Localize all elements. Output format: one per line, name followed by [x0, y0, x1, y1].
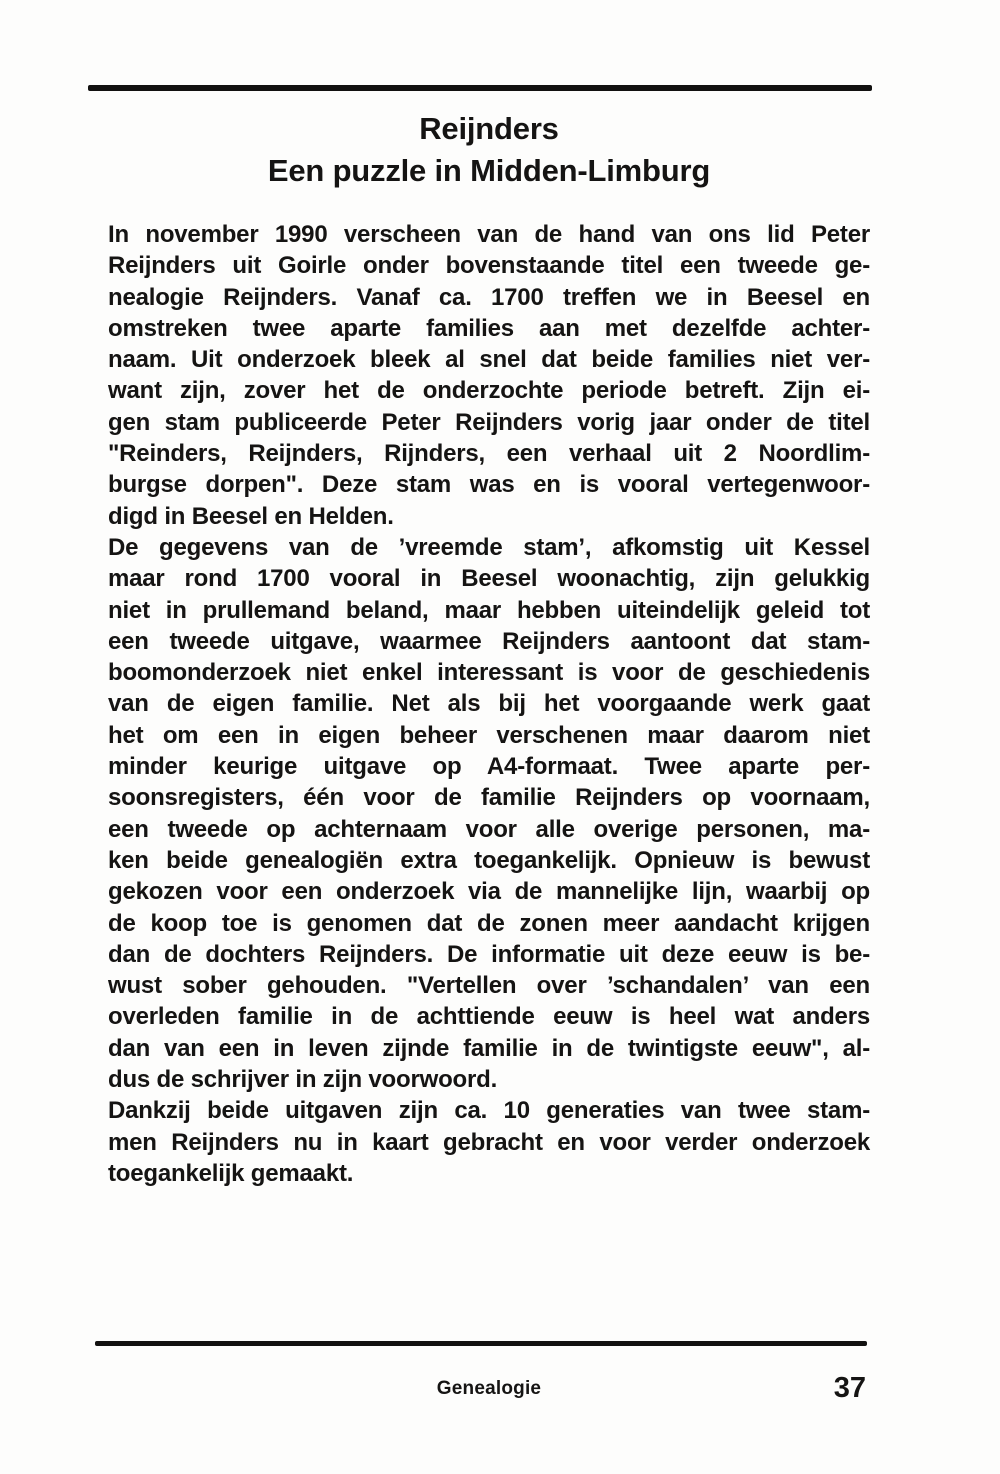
- text-line: nealogie Reijnders. Vanaf ca. 1700 treffen we in Beesel en: [108, 283, 870, 311]
- text-line: een tweede op achternaam voor alle overige personen, ma-: [108, 815, 870, 843]
- text-line: niet in prullemand beland, maar hebben uiteindelijk geleid tot: [108, 596, 870, 624]
- text-line: naam. Uit onderzoek bleek al snel dat beide families niet ver-: [108, 346, 870, 374]
- text-line: minder keurige uitgave op A4-formaat. Twee aparte per-: [108, 753, 870, 781]
- text-line: want zijn, zover het de onderzochte periode betreft. Zijn ei-: [108, 377, 870, 405]
- text-line: het om een in eigen beheer verschenen maar daarom niet: [108, 721, 870, 749]
- text-line: In november 1990 verscheen van de hand van ons lid Peter: [108, 221, 870, 248]
- text-line: toegankelijk gemaakt.: [108, 1159, 354, 1187]
- text-line: een tweede uitgave, waarmee Reijnders aantoont dat stam-: [108, 627, 870, 655]
- text-line: boomonderzoek niet enkel interessant is voor de geschiedenis: [108, 659, 870, 687]
- article-title-surname: Reijnders: [419, 111, 559, 146]
- text-line: overleden familie in de achttiende eeuw is heel wat anders: [108, 1003, 870, 1031]
- text-line: men Reijnders nu in kaart gebracht en voor verder onderzoek: [108, 1128, 870, 1156]
- body-text: [108, 219, 870, 1189]
- text-line: van de eigen familie. Net als bij het voorgaande werk gaat: [108, 690, 870, 718]
- footer-section-label: Genealogie: [436, 1378, 542, 1399]
- text-line: digd in Beesel en Helden.: [108, 502, 394, 530]
- bottom-rule: [95, 1341, 867, 1346]
- article-title-subtitle: Een puzzle in Midden-Limburg: [267, 153, 711, 188]
- text-line: soonsregisters, één voor de familie Reijnders op voornaam,: [108, 784, 870, 812]
- text-line: Dankzij beide uitgaven zijn ca. 10 generaties van twee stam-: [108, 1097, 870, 1125]
- text-line: burgse dorpen". Deze stam was en is vooral vertegenwoor-: [108, 471, 870, 499]
- text-line: Reijnders uit Goirle onder bovenstaande titel een tweede ge-: [108, 252, 870, 280]
- article-title: [108, 108, 870, 192]
- page-number: 37: [833, 1372, 866, 1404]
- text-line: gen stam publiceerde Peter Reijnders vorig jaar onder de titel: [108, 408, 870, 436]
- text-line: dus de schrijver in zijn voorwoord.: [108, 1066, 498, 1094]
- text-line: gekozen voor een onderzoek via de mannelijke lijn, waarbij op: [108, 878, 870, 906]
- text-line: ken beide genealogiën extra toegankelijk. Opnieuw is bewust: [108, 846, 870, 874]
- text-line: maar rond 1700 vooral in Beesel woonachtig, zijn gelukkig: [108, 565, 870, 593]
- text-line: De gegevens van de ’vreemde stam’, afkomstig uit Kessel: [108, 533, 870, 561]
- top-rule: [88, 85, 872, 91]
- text-line: dan van een in leven zijnde familie in de twintigste eeuw", al-: [108, 1034, 870, 1062]
- paragraph: [108, 1095, 870, 1189]
- text-line: omstreken twee aparte families aan met dezelfde achter-: [108, 314, 870, 342]
- text-line: "Reinders, Reijnders, Rijnders, een verhaal uit 2 Noordlim-: [108, 440, 870, 468]
- paragraph: [108, 219, 870, 532]
- text-line: dan de dochters Reijnders. De informatie uit deze eeuw is be-: [108, 940, 870, 968]
- text-line: wust sober gehouden. "Vertellen over ’schandalen’ van een: [108, 972, 870, 1000]
- text-line: de koop toe is genomen dat de zonen meer aandacht krijgen: [108, 909, 870, 937]
- paragraph: [108, 532, 870, 1095]
